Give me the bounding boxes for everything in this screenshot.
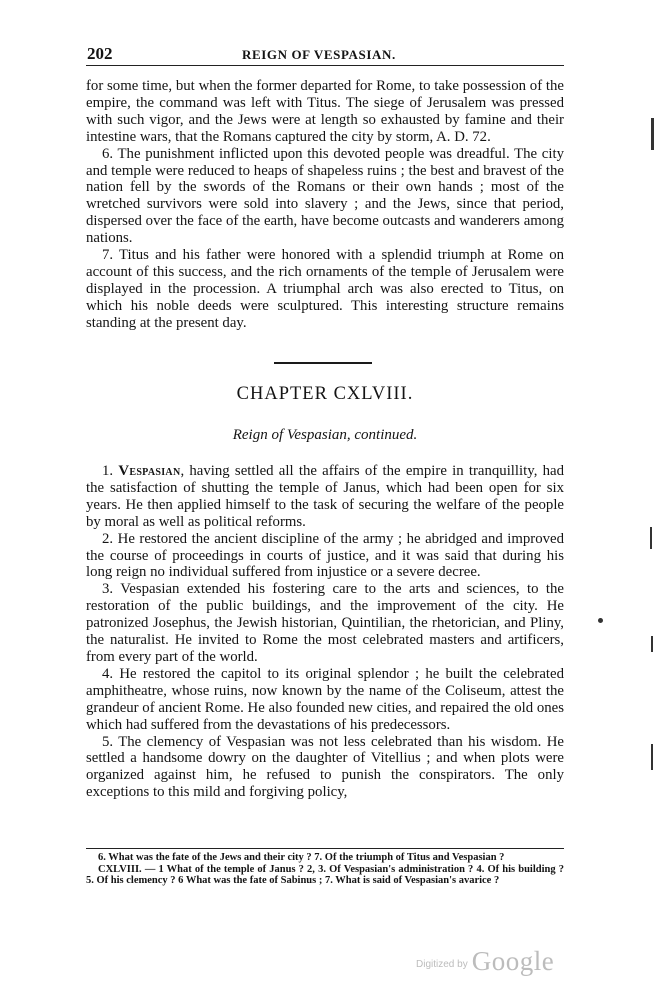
watermark-prefix: Digitized by <box>416 959 468 970</box>
paragraph-4: 4. He restored the capitol to its original splendor ; he built the celebrated amphitheatre, whose ruins, now known by the name of the Coliseum, attest the grandeur of ancient Rome. He also founded new cities, and repaired the old ones which had suffered from the devastations of his predecessors. <box>86 665 564 733</box>
scan-artifact-mark <box>651 744 653 770</box>
footnotes <box>86 852 564 887</box>
header-rule <box>86 65 564 66</box>
paragraph-1-number: 1. <box>102 463 114 479</box>
page-number: 202 <box>87 44 113 63</box>
footnote-rule <box>86 848 564 849</box>
google-logo: Google <box>471 946 555 976</box>
chapter-body <box>86 463 564 801</box>
scan-artifact-mark <box>651 118 654 150</box>
running-head: REIGN OF VESPASIAN. <box>242 47 396 62</box>
scan-artifact-mark <box>650 527 652 549</box>
chapter-title: CHAPTER CXLVIII. <box>236 384 414 404</box>
previous-chapter-text <box>86 78 564 332</box>
paragraph-6: 6. The punishment inflicted upon this devoted people was dreadful. The city and temple were reduced to heaps of shapeless ruins ; the best and bravest of the nation fell by the swords of the Romans or their own hands ; most of the wretched survivors were sold into slavery ; and the Jews, since that period, dispersed over the face of the earth, have become outcasts and wanderers among nations. <box>86 145 564 247</box>
vespasian-small-caps: Vespasian <box>118 463 181 479</box>
paragraph-7: 7. Titus and his father were honored with a splendid triumph at Rome on account of this success, and the rich ornaments of the temple of Jerusalem were displayed in the procession. A triumphal arch was also erected to Titus, on which his noble deeds were sculptured. This interesting structure remains standing at the present day. <box>86 247 564 331</box>
footnote-questions-1: 6. What was the fate of the Jews and their city ? 7. Of the triumph of Titus and Vespasian ? <box>98 852 505 863</box>
paragraph-3: 3. Vespasian extended his fostering care to the arts and sciences, to the restoration of the public buildings, and the improvement of the city. He patronized Josephus, the Jewish historian, Quintilian, the rhetorician, and Pliny, the naturalist. He invited to Rome the most celebrated masters and artificers, from every part of the world. <box>86 581 564 665</box>
section-divider <box>274 362 372 364</box>
paragraph-2: 2. He restored the ancient discipline of the army ; he abridged and improved the course of proceedings in courts of justice, and it was said that during his long reign no individual suffered from injustice or a severe decree. <box>86 530 564 581</box>
paragraph-1-text: , having settled all the affairs of the empire in tranquillity, had the satisfaction of shutting the temple of Janus, which had been open for six years. He then applied himself to the task of securing the welfare of the people by moral as well as political reforms. <box>86 463 564 530</box>
paragraph-5: 5. The clemency of Vespasian was not less celebrated than his wisdom. He settled a handsome dowry on the daughter of Vitellius ; and when plots were organized against him, he refused to punish the conspirators. The only exceptions to this mild and forgiving policy, <box>86 733 564 801</box>
paragraph-1 <box>86 463 564 531</box>
chapter-subtitle: Reign of Vespasian, continued. <box>232 427 418 443</box>
digitized-by-google-watermark <box>416 946 554 977</box>
footnote-questions-2: CXLVIII. — 1 What of the temple of Janus ? 2, 3. Of Vespasian's administration ? 4. Of his building ? 5. Of his clemency ? 6 What was the fate of Sabinus ; 7. What is said of Vespasian's avarice ? <box>86 863 564 887</box>
scan-artifact-dot <box>598 618 603 623</box>
paragraph-continued: for some time, but when the former departed for Rome, to take possession of the empire, the command was left with Titus. The siege of Jerusalem was pressed with such vigor, and the Jews were at length so exhausted by famine and their intestine wars, that the Romans captured the city by storm, A. D. 72. <box>86 78 564 145</box>
scan-artifact-mark <box>651 636 653 652</box>
